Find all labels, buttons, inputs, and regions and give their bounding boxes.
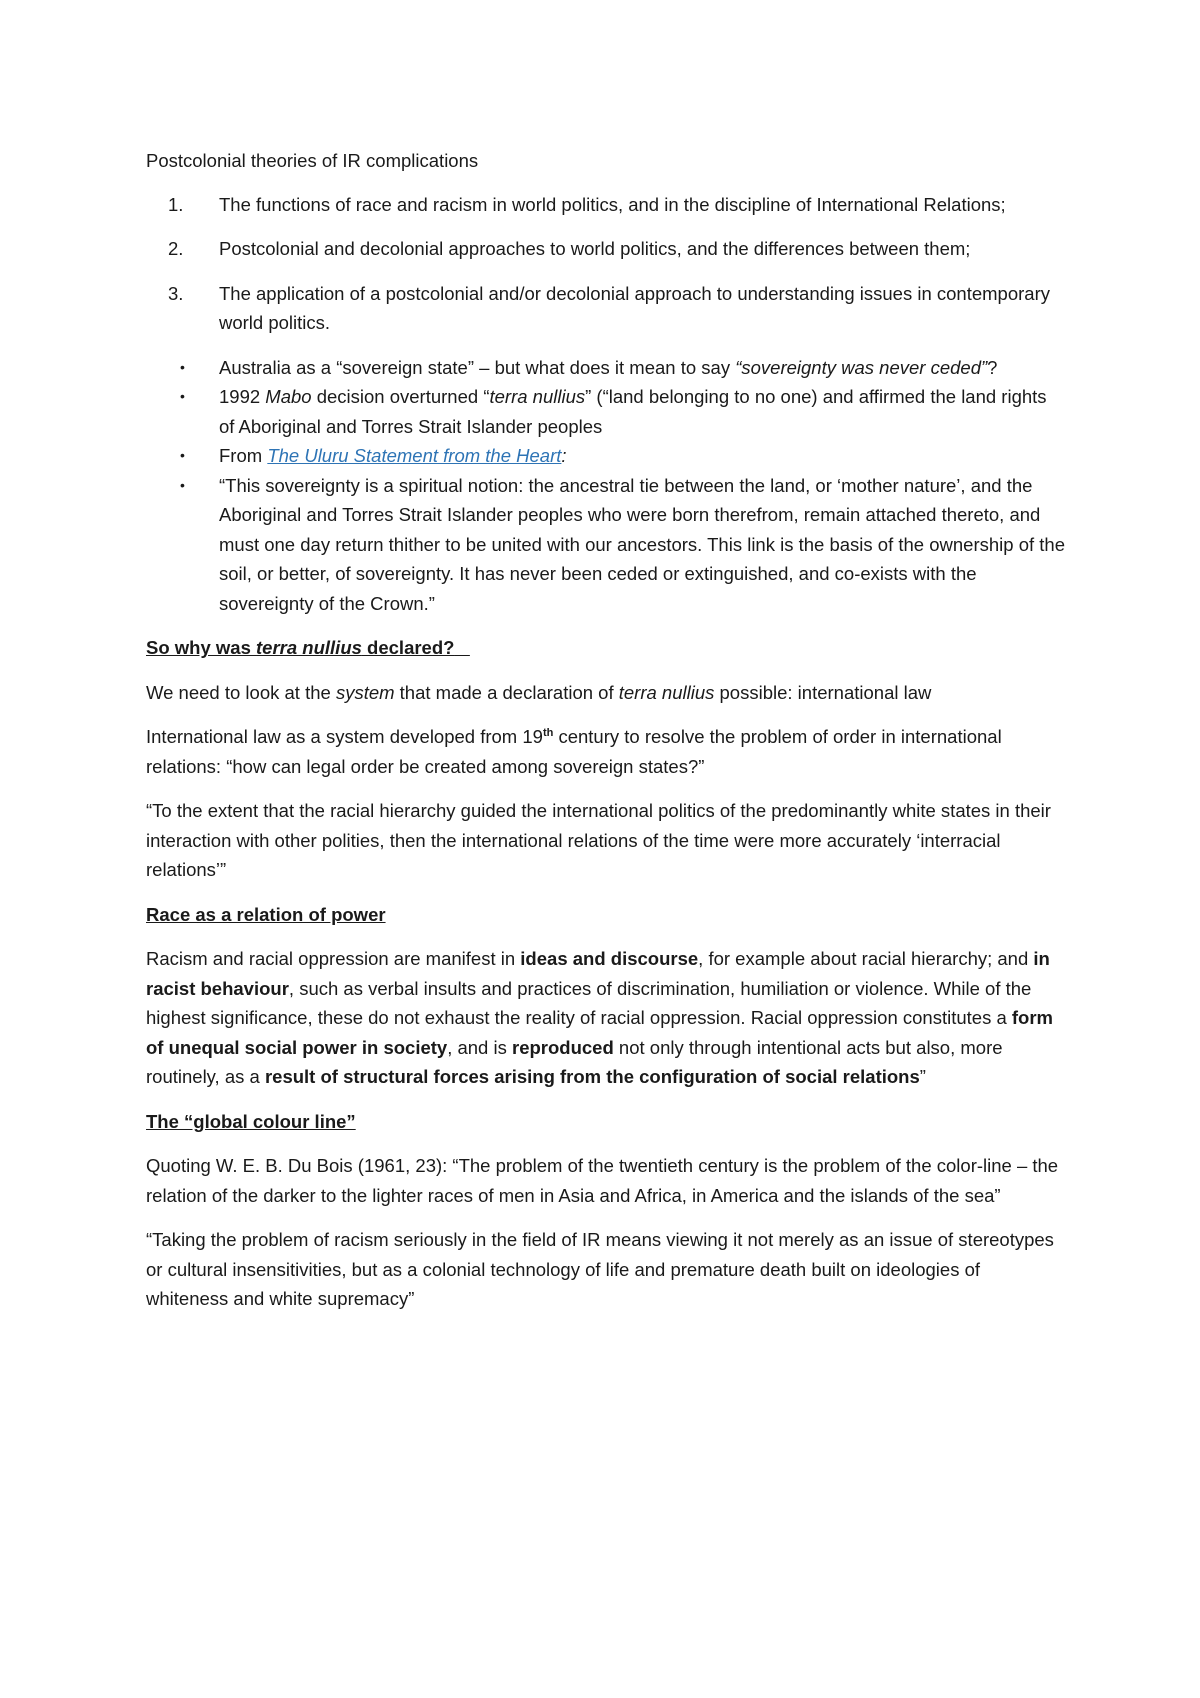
- bullet-text: Australia as a “sovereign state” – but what does it mean to say: [219, 356, 736, 378]
- list-item: [146, 190, 1066, 220]
- paragraph-text: not only through intentional acts but also, more routinely, as a: [146, 1036, 1003, 1087]
- paragraph: Quoting W. E. B. Du Bois (1961, 23): “The problem of the twentieth century is the problem of the color-line – the relation of the darker to the lighter races of men in Asia and Africa, in America and the islands of the sea”: [146, 1155, 1059, 1206]
- section-heading-terra-nullius: [146, 633, 1066, 663]
- uluru-statement-link[interactable]: The Uluru Statement from the Heart: [267, 445, 562, 466]
- list-item-text: Postcolonial and decolonial approaches to world politics, and the differences between them;: [219, 238, 971, 259]
- list-item: [146, 279, 1066, 338]
- paragraph-text: ”: [919, 1066, 926, 1087]
- bullet-icon: •: [180, 388, 185, 404]
- heading-text: So why was: [146, 637, 257, 658]
- bullet-text-italic: terra nullius: [489, 386, 586, 407]
- bullet-item-mabo: [146, 382, 1066, 441]
- paragraph-text: that made a declaration of: [394, 681, 619, 703]
- paragraph-text: Racism and racial oppression are manifest in: [146, 948, 521, 969]
- paragraph-text: International law as a system developed from 19: [146, 726, 543, 747]
- paragraph-text: , and is: [447, 1036, 512, 1058]
- paragraph: [146, 944, 1066, 1092]
- bullet-text: decision overturned “: [311, 386, 490, 407]
- bullet-text: ” (“land belonging to no one) and affirmed the land rights of Aboriginal and Torres Strait Islander peoples: [219, 386, 1047, 437]
- list-item-text: The application of a postcolonial and/or decolonial approach to understanding issues in contemporary world politics.: [219, 282, 1050, 333]
- paragraph: [146, 722, 1066, 781]
- numbered-list: [146, 190, 1066, 338]
- superscript: th: [542, 726, 554, 739]
- bullet-item-sovereignty-quote: [146, 471, 1066, 619]
- paragraph-text-bold: in racist behaviour: [146, 948, 1050, 999]
- paragraph-text-bold: ideas and discourse: [520, 948, 699, 969]
- bullet-item-uluru: [146, 441, 1066, 471]
- heading-text-italic: terra nullius: [256, 637, 362, 658]
- list-item: [146, 234, 1066, 264]
- paragraph-text: century to resolve the problem of order in international relations: “how can legal order be created among sovereign states?”: [146, 726, 1002, 777]
- paragraph: “To the extent that the racial hierarchy guided the international politics of the predominantly white states in their interaction with other polities, then the international relations of the time were more accurately ‘interracial relations’”: [146, 800, 1051, 880]
- section-heading-colour-line: The “global colour line”: [146, 1110, 356, 1132]
- bullet-item-sovereign-state: [146, 353, 1066, 383]
- paragraph-text: We need to look at the: [146, 681, 336, 703]
- document-title: Postcolonial theories of IR complications: [146, 150, 479, 171]
- bullet-text: 1992: [219, 386, 266, 407]
- bullet-icon: •: [180, 447, 185, 463]
- list-number: 1.: [168, 193, 184, 215]
- paragraph-text-italic: system: [335, 681, 395, 703]
- bullet-text-italic: “sovereignty was never ceded”: [735, 356, 988, 378]
- bullet-text-italic: Mabo: [265, 386, 312, 407]
- bullet-icon: •: [180, 476, 185, 493]
- bullet-icon: •: [180, 358, 185, 375]
- list-number: 2.: [168, 238, 184, 259]
- paragraph-text-bold: reproduced: [512, 1036, 614, 1058]
- section-heading-race-power: Race as a relation of power: [146, 903, 386, 925]
- paragraph-text-bold: form of unequal social power in society: [146, 1007, 1054, 1058]
- paragraph-text-italic: terra nullius: [618, 681, 715, 703]
- bullet-list: [146, 353, 1066, 619]
- bullet-text: From: [219, 445, 268, 466]
- paragraph: [146, 678, 1066, 708]
- bullet-text: “This sovereignty is a spiritual notion: the ancestral tie between the land, or ‘mother nature’, and the Aboriginal and Torres Strait Islander peoples who were born therefrom, remain attached thereto, and must one day return thither to be united with our ancestors. This link is the basis of the ownership of the soil, or better, of sovereignty. It has never been ceded or extinguished, and co-exists with the sovereignty of the Crown.”: [219, 474, 1065, 614]
- paragraph-text: , for example about racial hierarchy; and: [698, 948, 1034, 969]
- heading-text: declared?: [361, 637, 455, 658]
- bullet-text-italic: :: [561, 445, 567, 466]
- bullet-text: ?: [987, 356, 998, 378]
- paragraph-text: , such as verbal insults and practices of discrimination, humiliation or violence. While of the highest significance, these do not exhaust the reality of racial oppression. Racial oppression constitutes a: [146, 977, 1032, 1028]
- paragraph-text: possible: international law: [714, 681, 932, 703]
- paragraph-text-bold: result of structural forces arising from the configuration of social relations: [264, 1066, 920, 1087]
- list-item-text: The functions of race and racism in world politics, and in the discipline of International Relations;: [219, 193, 1006, 215]
- document-body: [146, 146, 1066, 1329]
- paragraph: “Taking the problem of racism seriously in the field of IR means viewing it not merely as an issue of stereotypes or cultural insensitivities, but as a colonial technology of life and premature death built on ideologies of whiteness and white supremacy”: [146, 1229, 1054, 1309]
- list-number: 3.: [168, 282, 184, 304]
